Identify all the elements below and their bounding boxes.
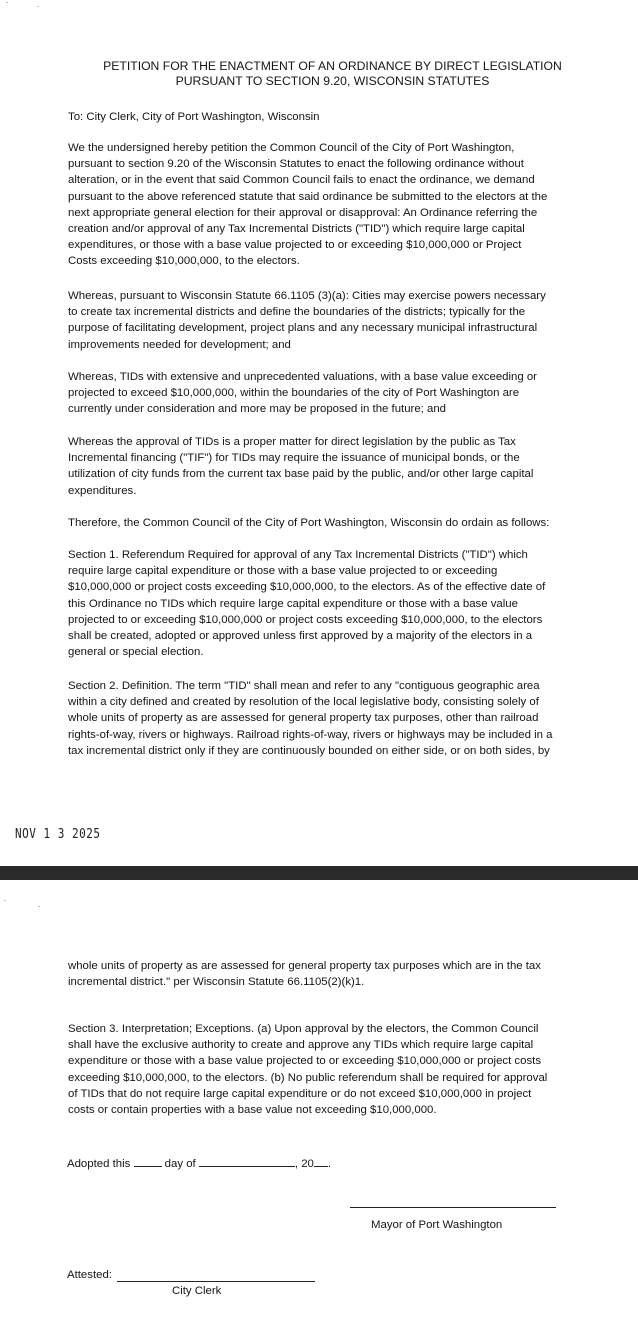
text-line: improvements needed for development; and	[68, 338, 291, 351]
text-line: this Ordinance no TIDs which require large capital expenditure or those with a base value	[68, 597, 518, 610]
text-line: projected to or exceeding $10,000,000 or project costs exceeding $10,000,000, to the electors	[68, 613, 543, 626]
text-line: pursuant to the above referenced statute that said ordinance be submitted to the electors at the	[68, 190, 548, 203]
text-line: Costs exceeding $10,000,000, to the electors.	[68, 255, 300, 268]
attested-label: Attested:	[67, 1269, 112, 1281]
whereas-paragraph-1	[68, 288, 598, 353]
text-line: Whereas, TIDs with extensive and unprecedented valuations, with a base value exceeding or	[68, 371, 537, 383]
adopted-year-prefix: , 20	[294, 1158, 314, 1170]
adopted-end: .	[327, 1158, 332, 1170]
addressee: To: City Clerk, City of Port Washington, Wisconsin	[68, 111, 320, 123]
mayor-signature-line[interactable]	[350, 1207, 556, 1208]
text-line: Incremental financing ("TIF") for TIDs may require the issuance of municipal bonds, or the	[68, 452, 520, 465]
text-line: within a city defined and created by resolution of the local legislative body, consisting solely of	[68, 696, 539, 709]
whereas-paragraph-3	[68, 434, 598, 499]
month-blank[interactable]	[199, 1155, 295, 1167]
adopted-prefix: Adopted this	[67, 1158, 131, 1170]
text-line: Whereas the approval of TIDs is a proper matter for direct legislation by the public as Tax	[68, 436, 516, 448]
title-line-1: PETITION FOR THE ENACTMENT OF AN ORDINANCE BY DIRECT LEGISLATION	[103, 59, 562, 73]
petition-page-2	[0, 880, 638, 1320]
text-line: Section 3. Interpretation; Exceptions. (a) Upon approval by the electors, the Common Council	[68, 1023, 539, 1035]
section-1	[68, 547, 598, 660]
text-line: utilization of city funds from the current tax base paid by the public, and/or other large capital	[68, 468, 534, 481]
text-line: Section 2. Definition. The term "TID" shall mean and refer to any "contiguous geographic area	[68, 680, 540, 692]
mayor-label: Mayor of Port Washington	[371, 1219, 503, 1231]
text-line: tax incremental district only if they are continuously bounded on either side, or on both sides, by	[68, 744, 550, 757]
text-line: costs or contain properties with a base value not exceeding $10,000,000.	[68, 1104, 437, 1117]
year-blank[interactable]	[314, 1155, 328, 1167]
text-line: expenditures.	[68, 484, 137, 497]
text-line: expenditure or those with a base value projected to or exceeding $10,000,000 or project costs	[68, 1055, 542, 1068]
text-line: expenditures, or those with a base value projected to or exceeding $10,000,000 or Project	[68, 239, 522, 252]
text-line: incremental district." per Wisconsin Statute 66.1105(2)(k)1.	[68, 976, 365, 989]
text-line: alteration, or in the event that said Common Council fails to enact the ordinance, we demand	[68, 174, 535, 187]
text-line: Section 1. Referendum Required for approval of any Tax Incremental Districts ("TID") which	[68, 549, 528, 561]
clerk-label: City Clerk	[172, 1285, 222, 1297]
adopted-day-of: day of	[164, 1158, 196, 1170]
date-stamp: NOV 1 3 2025	[15, 826, 101, 842]
text-line: whole units of property as are assessed for general property tax purposes which are in the tax	[68, 960, 541, 972]
text-line: exceeding $10,000,000, to the electors. (b) No public referendum shall be required for approval	[68, 1071, 548, 1084]
section-2-continued	[68, 958, 598, 990]
text-line: rights-of-way, rivers or highways. Railroad rights-of-way, rivers or highways may be included in a	[68, 728, 553, 741]
text-line: to create tax incremental districts and define the boundaries of the districts; typically for the	[68, 306, 526, 319]
adopted-line	[67, 1155, 331, 1170]
section-3	[68, 1021, 598, 1118]
text-line: Whereas, pursuant to Wisconsin Statute 66.1105 (3)(a): Cities may exercise powers necessary	[68, 290, 546, 302]
text-line: shall have the exclusive authority to create and approve any TIDs which require large capital	[68, 1039, 534, 1052]
day-blank[interactable]	[134, 1155, 162, 1167]
clerk-signature-line[interactable]	[117, 1281, 315, 1282]
scan-speck	[37, 6, 39, 7]
text-line: We the undersigned hereby petition the Common Council of the City of Port Washington,	[68, 142, 515, 154]
scan-speck	[38, 906, 40, 907]
text-line: general or special election.	[68, 646, 204, 659]
petition-title	[0, 59, 638, 89]
text-line: $10,000,000 or project costs exceeding $10,000,000, to the electors. As of the effective date of	[68, 581, 546, 594]
scan-speck	[4, 900, 6, 901]
text-line: pursuant to section 9.20 of the Wisconsin Statutes to enact the following ordinance without	[68, 158, 524, 171]
therefore-paragraph: Therefore, the Common Council of the City of Port Washington, Wisconsin do ordain as follows:	[68, 517, 550, 529]
text-line: creation and/or approval of any Tax Incremental Districts ("TID") which require large capital	[68, 223, 525, 236]
title-line-2: PURSUANT TO SECTION 9.20, WISCONSIN STATUTES	[175, 74, 490, 88]
text-line: require large capital expenditure or those with a base value projected to or exceeding	[68, 565, 498, 578]
text-line: of TIDs that do not require large capital expenditure or do not exceed $10,000,000 in project	[68, 1087, 532, 1100]
text-line: whole units of property as are assessed for general property tax purposes, other than railroad	[68, 712, 539, 725]
text-line: shall be created, adopted or approved unless first approved by a majority of the electors in a	[68, 630, 533, 643]
text-line: purpose of facilitating development, project plans and any necessary municipal infrastructural	[68, 322, 538, 335]
whereas-paragraph-2	[68, 369, 598, 418]
scan-speck	[6, 2, 8, 3]
text-line: currently under consideration and more may be proposed in the future; and	[68, 403, 447, 416]
section-2	[68, 678, 598, 759]
text-line: projected to exceed $10,000,000, within the boundaries of the city of Port Washington are	[68, 387, 520, 400]
intro-paragraph	[68, 140, 598, 270]
text-line: next appropriate general election for their approval or disapproval: An Ordinance referring the	[68, 206, 538, 219]
